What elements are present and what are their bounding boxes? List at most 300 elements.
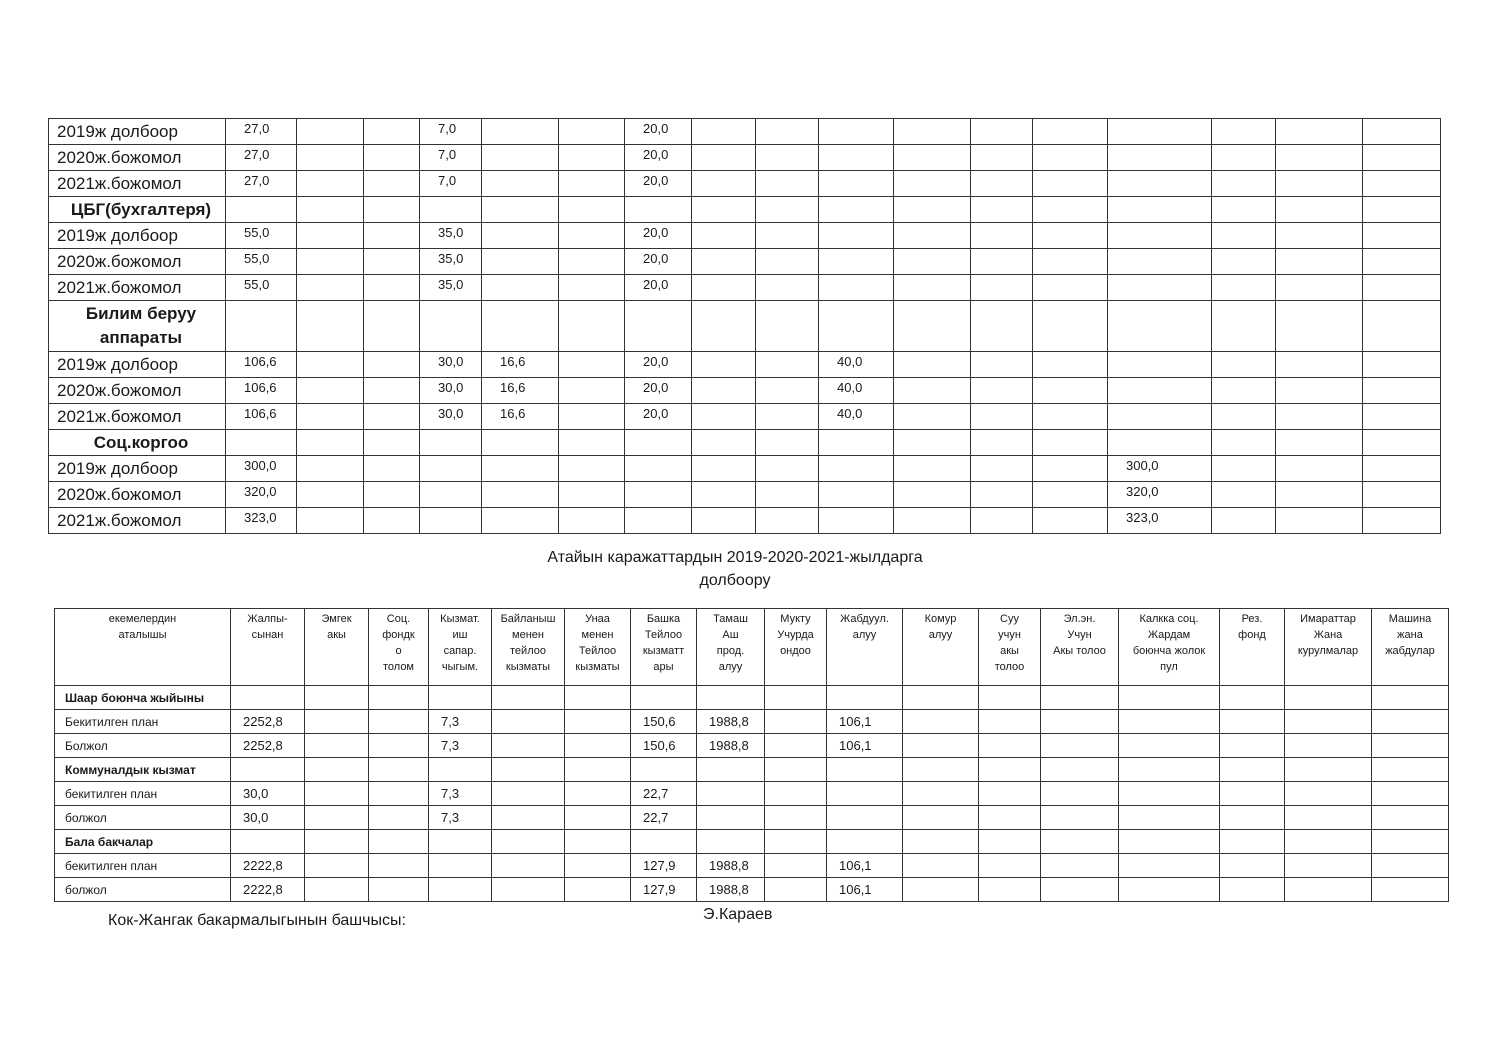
table-cell [903,686,979,710]
table-cell [894,482,971,508]
row-label: 2019ж долбоор [49,119,226,145]
signature-title: Кок-Жангак бакармалыгынын башчысы: [108,912,406,929]
table-cell [429,830,492,854]
table-cell [305,710,369,734]
table-cell [1276,378,1363,404]
table-cell [231,686,305,710]
table-row [55,734,1449,758]
table-cell [692,404,756,430]
table-cell [756,171,819,197]
table-cell [364,301,420,352]
section-title: Коммуналдык кызмат [55,758,231,782]
table-cell [894,223,971,249]
table-cell [482,456,559,482]
table-cell [226,430,297,456]
table-cell [1372,830,1449,854]
column-header: Кызмат. иш сапар. чыгым. [429,609,492,686]
table-cell [894,430,971,456]
table-cell: 7,3 [429,806,492,830]
table-cell: 106,1 [827,710,903,734]
table-cell [1033,275,1108,301]
table-cell [559,145,625,171]
table-cell [482,145,559,171]
table-cell [492,734,565,758]
table-cell [1033,145,1108,171]
table-cell [364,404,420,430]
table-cell [429,878,492,902]
table-cell [894,404,971,430]
table-cell [765,710,827,734]
table-cell [971,456,1033,482]
table-cell [756,275,819,301]
table-cell [756,430,819,456]
table-cell [305,878,369,902]
table-cell [1119,734,1220,758]
table-cell [625,508,692,534]
table-cell [756,482,819,508]
table-cell [1220,830,1285,854]
column-header: Унаа менен Тейлоо кызматы [565,609,631,686]
table-cell [1220,686,1285,710]
table-cell [827,686,903,710]
table-row [55,806,1449,830]
table-cell [979,854,1041,878]
row-label: 2021ж.божомол [49,508,226,534]
table-cell: 20,0 [625,249,692,275]
table-cell [420,508,482,534]
column-header: Жабдуул. алуу [827,609,903,686]
table-cell [819,301,894,352]
table-row [49,223,1441,249]
table-cell [1033,171,1108,197]
table-cell: 150,6 [631,734,697,758]
section-title: Бала бакчалар [55,830,231,854]
table-cell [297,352,364,378]
table-cell [364,508,420,534]
table-cell: 30,0 [231,806,305,830]
table-cell [1285,710,1372,734]
table-cell: 106,6 [226,404,297,430]
table-cell [559,482,625,508]
table-cell [369,854,429,878]
table-cell: 30,0 [420,404,482,430]
table-cell [1276,430,1363,456]
section-title: Билим беруу аппараты [49,301,226,352]
table-cell [971,404,1033,430]
table-cell [369,758,429,782]
table-cell [1276,352,1363,378]
table-cell [1220,710,1285,734]
table-cell [971,430,1033,456]
table-cell: 106,1 [827,854,903,878]
table-cell [1033,378,1108,404]
table-cell [1220,734,1285,758]
table-cell [756,197,819,223]
table-cell [692,482,756,508]
table-cell [756,249,819,275]
row-label: 2021ж.божомол [49,171,226,197]
table-cell [979,806,1041,830]
table-cell [765,854,827,878]
table-cell [429,854,492,878]
table-cell [765,830,827,854]
table-cell: 35,0 [420,275,482,301]
table-cell [305,854,369,878]
table-cell [827,782,903,806]
table-cell [756,301,819,352]
table-cell [1363,171,1441,197]
row-label: болжол [55,806,231,830]
table-cell [492,782,565,806]
upper-budget-table [48,118,1441,534]
table-cell [1372,854,1449,878]
table-cell: 30,0 [420,352,482,378]
table-cell: 40,0 [819,404,894,430]
table-cell: 127,9 [631,878,697,902]
table-cell [819,430,894,456]
table-cell [1212,404,1276,430]
table-cell [979,782,1041,806]
row-label: Болжол [55,734,231,758]
table-cell [692,378,756,404]
table-cell: 2222,8 [231,878,305,902]
row-label: 2021ж.божомол [49,404,226,430]
table-cell [692,145,756,171]
table-cell [1119,806,1220,830]
table-cell [492,686,565,710]
table-cell [1285,830,1372,854]
table-cell [1212,249,1276,275]
table-cell [903,782,979,806]
table-cell [1108,275,1212,301]
table-cell [625,482,692,508]
table-cell: 20,0 [625,352,692,378]
table-cell [482,197,559,223]
table-cell [1220,758,1285,782]
table-cell [625,301,692,352]
table-cell [765,686,827,710]
table-cell [1363,223,1441,249]
table-cell [819,275,894,301]
table-cell [297,301,364,352]
table-row [55,710,1449,734]
column-header: Комур алуу [903,609,979,686]
column-header: Имараттар Жана курулмалар [1285,609,1372,686]
table-cell [894,275,971,301]
table-cell [1363,378,1441,404]
table-cell [1041,878,1119,902]
table-cell [297,404,364,430]
table-cell [979,758,1041,782]
table-cell [971,119,1033,145]
table-cell [1033,197,1108,223]
table-cell: 55,0 [226,223,297,249]
table-cell [692,508,756,534]
table-cell [765,806,827,830]
table-cell [231,758,305,782]
table-cell [1041,782,1119,806]
table-cell [1212,119,1276,145]
table-cell [1033,404,1108,430]
table-cell [1276,508,1363,534]
table-cell [692,275,756,301]
table-cell [692,301,756,352]
table-cell: 20,0 [625,171,692,197]
table-cell [1363,352,1441,378]
table-cell: 16,6 [482,404,559,430]
table-cell [364,145,420,171]
table-cell [1285,782,1372,806]
table-cell: 1988,8 [697,878,765,902]
section-title: ЦБГ(бухгалтеря) [49,197,226,223]
table-cell [1212,430,1276,456]
table-cell [565,830,631,854]
table-cell [1285,758,1372,782]
table-cell [894,119,971,145]
table-cell [894,145,971,171]
table-cell [1041,710,1119,734]
caption-line-1: Атайын каражаттардын 2019-2020-2021-жылдарга [547,549,923,566]
table-cell [1276,301,1363,352]
table-cell [631,758,697,782]
table-cell [565,782,631,806]
table-cell [971,482,1033,508]
table-cell [364,223,420,249]
table-cell [903,758,979,782]
table-cell: 7,3 [429,782,492,806]
table-cell [364,482,420,508]
table-cell: 20,0 [625,145,692,171]
table-row [49,482,1441,508]
table-cell [297,197,364,223]
section-row [55,830,1449,854]
table-cell [492,710,565,734]
table-cell: 30,0 [420,378,482,404]
table-cell [364,378,420,404]
table-cell [1041,806,1119,830]
table-cell [369,878,429,902]
table-cell [625,456,692,482]
table-cell [1363,430,1441,456]
table-cell: 20,0 [625,223,692,249]
column-header: Мукту Учурда ондоо [765,609,827,686]
column-header: екемелердин аталышы [55,609,231,686]
table-cell [1041,686,1119,710]
table-cell [369,806,429,830]
table-cell [697,782,765,806]
row-label: бекитилген план [55,854,231,878]
table-cell [1363,456,1441,482]
table-cell: 55,0 [226,249,297,275]
table-cell [297,119,364,145]
table-cell [1372,878,1449,902]
table-cell [559,456,625,482]
table-cell [559,508,625,534]
table-cell [971,352,1033,378]
table-cell [1108,301,1212,352]
table-cell [565,878,631,902]
table-cell [971,508,1033,534]
table-cell [297,508,364,534]
table-cell [1212,223,1276,249]
table-header-row [55,609,1449,686]
table-cell [894,249,971,275]
table-cell [1033,430,1108,456]
table-cell [1220,854,1285,878]
table-cell [420,482,482,508]
table-cell [903,878,979,902]
table-cell [819,456,894,482]
table-cell [1285,854,1372,878]
table-row [49,249,1441,275]
table-cell [1372,806,1449,830]
table-cell [482,275,559,301]
table-cell [364,197,420,223]
table-cell [364,352,420,378]
table-cell [1363,482,1441,508]
table-row [49,171,1441,197]
table-cell: 7,0 [420,145,482,171]
table-cell [979,830,1041,854]
column-header: Жалпы- сынан [231,609,305,686]
table-cell: 20,0 [625,275,692,301]
table-row [49,404,1441,430]
table-row [49,275,1441,301]
table-cell [1285,686,1372,710]
table-cell: 7,0 [420,119,482,145]
table-cell [297,482,364,508]
table-cell: 40,0 [819,378,894,404]
column-header: Машина жана жабдулар [1372,609,1449,686]
table-cell [827,758,903,782]
table-cell [559,430,625,456]
table-cell: 300,0 [1108,456,1212,482]
table-cell [692,223,756,249]
section-row [55,758,1449,782]
table-cell [429,758,492,782]
table-cell [1119,782,1220,806]
table-cell [559,171,625,197]
table-cell [971,378,1033,404]
table-row [49,352,1441,378]
row-label: 2020ж.божомол [49,249,226,275]
table-cell [1033,482,1108,508]
table-cell [1033,249,1108,275]
table-cell [1363,275,1441,301]
section-row [49,430,1441,456]
table-cell: 323,0 [226,508,297,534]
table-cell [231,830,305,854]
table-cell [1220,782,1285,806]
table-cell [1108,145,1212,171]
table-cell [297,456,364,482]
table-cell [364,249,420,275]
table-cell [1041,830,1119,854]
table-cell: 127,9 [631,854,697,878]
section-row [49,301,1441,352]
table-cell [369,710,429,734]
table-cell [631,830,697,854]
table-cell [420,197,482,223]
table-cell [631,686,697,710]
table-cell [1372,734,1449,758]
table-cell [819,171,894,197]
table-cell [819,482,894,508]
table-cell [971,301,1033,352]
table-cell [305,758,369,782]
table-cell [971,275,1033,301]
table-cell [903,854,979,878]
table-cell: 1988,8 [697,854,765,878]
table-cell [1372,710,1449,734]
column-header: Рез. фонд [1220,609,1285,686]
table-cell [765,782,827,806]
table-cell [1212,482,1276,508]
table-row [55,878,1449,902]
row-label: 2020ж.божомол [49,145,226,171]
table-cell: 2222,8 [231,854,305,878]
table-cell [1108,249,1212,275]
table-cell: 150,6 [631,710,697,734]
table-cell [1033,223,1108,249]
table-cell [565,734,631,758]
table-cell [559,378,625,404]
table-cell [1212,301,1276,352]
table-cell [559,197,625,223]
table-cell [692,456,756,482]
table-cell [482,508,559,534]
table-cell [1363,404,1441,430]
table-cell [1033,352,1108,378]
table-cell [1119,878,1220,902]
row-label: 2020ж.божомол [49,482,226,508]
table-cell [482,482,559,508]
table-cell [305,782,369,806]
table-cell [1363,249,1441,275]
table-cell [1363,197,1441,223]
table-cell: 7,0 [420,171,482,197]
table-cell [559,223,625,249]
table-cell [1276,171,1363,197]
table-cell [692,171,756,197]
table-cell [756,223,819,249]
table-cell [305,686,369,710]
table-cell [226,197,297,223]
table-cell [1363,119,1441,145]
table-cell: 2252,8 [231,710,305,734]
table-cell [1212,508,1276,534]
table-cell: 106,6 [226,352,297,378]
table-cell [305,830,369,854]
table-cell: 16,6 [482,352,559,378]
table-cell [819,223,894,249]
table-cell [894,171,971,197]
table-cell [979,734,1041,758]
table-cell [492,854,565,878]
table-cell: 320,0 [226,482,297,508]
table-cell [692,430,756,456]
table-cell [482,430,559,456]
table-cell: 35,0 [420,223,482,249]
section-row [49,197,1441,223]
table-cell [364,430,420,456]
table-cell [1285,878,1372,902]
table-cell [297,223,364,249]
row-label: Бекитилген план [55,710,231,734]
table-row [49,378,1441,404]
table-cell [1119,686,1220,710]
table-cell [1372,758,1449,782]
